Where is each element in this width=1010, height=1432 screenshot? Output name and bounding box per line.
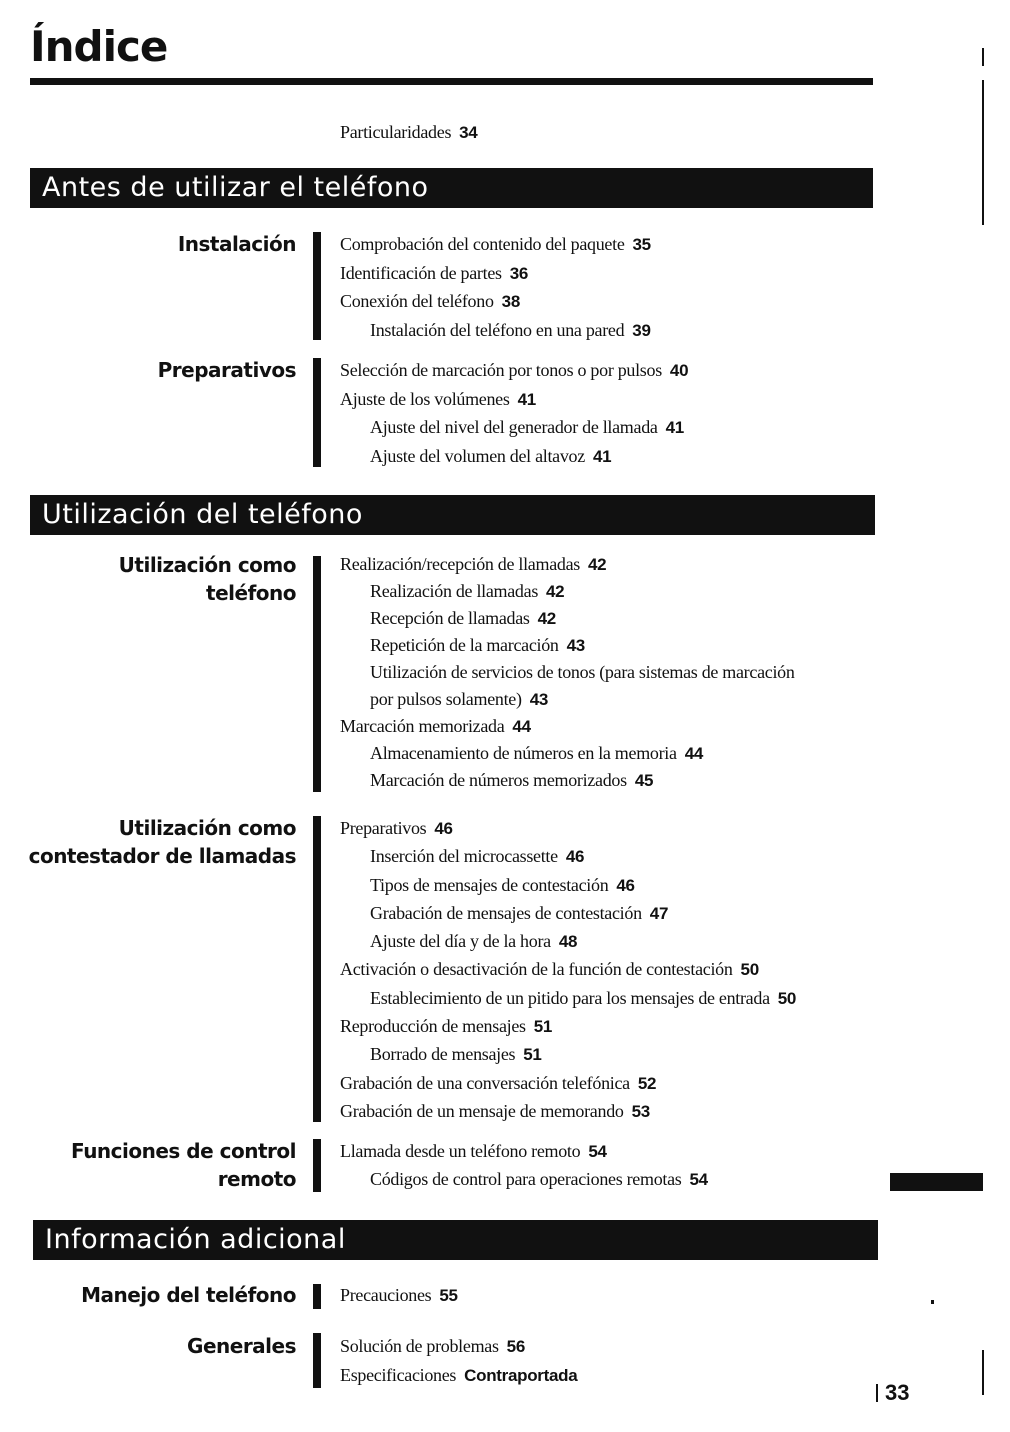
- group-label-line: Preparativos: [157, 358, 296, 382]
- entry-text: Ajuste del volumen del altavoz: [370, 445, 585, 466]
- toc-entry[interactable]: [340, 316, 651, 345]
- toc-entry[interactable]: [340, 1012, 796, 1040]
- toc-entry[interactable]: [340, 842, 796, 870]
- toc-entry[interactable]: [340, 767, 795, 794]
- entry-text: Grabación de un mensaje de memorando: [340, 1100, 624, 1121]
- entry-page: 54: [588, 1142, 607, 1161]
- toc-entry[interactable]: [340, 1069, 796, 1097]
- entry-page: 48: [558, 932, 578, 952]
- entry-text: Grabación de una conversación telefónica: [340, 1072, 630, 1093]
- entry-page: 43: [566, 636, 585, 655]
- entry-page: 53: [631, 1101, 650, 1121]
- group-bar: [313, 1284, 321, 1309]
- entry-page: 42: [546, 582, 565, 601]
- toc-entry[interactable]: [340, 659, 795, 686]
- entry-text: Comprobación del contenido del paquete: [340, 234, 625, 254]
- entry-page: 44: [512, 717, 531, 736]
- group-label-line: Funciones de control: [71, 1139, 296, 1163]
- entry-text: por pulsos solamente): [370, 689, 522, 709]
- speck: [931, 1300, 934, 1304]
- entry-page: 36: [509, 263, 529, 283]
- toc-entry[interactable]: [340, 1281, 458, 1309]
- toc-entry[interactable]: [340, 955, 796, 983]
- group-bar: [313, 816, 321, 1122]
- entry-page: 51: [523, 1045, 542, 1065]
- entry-page: 55: [439, 1286, 458, 1305]
- group-label: [29, 814, 296, 870]
- title-rule: [30, 78, 873, 85]
- entry-page: 52: [637, 1073, 657, 1093]
- toc-entry[interactable]: [340, 413, 688, 442]
- entry-text: Grabación de mensajes de contestación: [370, 902, 642, 923]
- entry-text: Repetición de la marcación: [370, 635, 559, 655]
- section-header: Utilización del teléfono: [30, 495, 875, 535]
- entry-text: Establecimiento de un pitido para los mensajes de entrada: [370, 987, 770, 1008]
- entry-text: Utilización de servicios de tonos (para sistemas de marcación: [370, 662, 795, 682]
- section-header: Información adicional: [33, 1220, 878, 1260]
- entry-text: Selección de marcación por tonos o por pulsos: [340, 360, 662, 380]
- entry-text: Especificaciones: [340, 1365, 457, 1385]
- page-title: Índice: [30, 22, 168, 71]
- section-tab-marker: [890, 1173, 983, 1191]
- toc-entry[interactable]: [340, 356, 688, 385]
- entry-page: 41: [665, 418, 684, 437]
- toc-entry[interactable]: [340, 632, 795, 659]
- entry-page: 56: [506, 1337, 525, 1356]
- entry-text: Particularidades: [340, 122, 452, 142]
- entry-text: Marcación de números memorizados: [370, 770, 627, 790]
- group-entries: [340, 230, 651, 344]
- entry-text: Ajuste de los volúmenes: [340, 388, 510, 409]
- group-bar: [313, 358, 321, 467]
- entry-text: Instalación del teléfono en una pared: [370, 319, 625, 340]
- entry-page: 39: [632, 320, 651, 340]
- toc-entry[interactable]: [340, 287, 651, 316]
- toc-entry[interactable]: [340, 814, 796, 842]
- margin-mark: [982, 48, 984, 66]
- group-entries: [340, 1281, 458, 1309]
- entry-text: Identificación de partes: [340, 262, 502, 283]
- toc-entry[interactable]: [340, 740, 795, 767]
- group-bar: [313, 1333, 321, 1388]
- entry-text: Preparativos: [340, 818, 427, 838]
- entry-text: Códigos de control para operaciones remotas: [370, 1169, 682, 1189]
- toc-entry[interactable]: [340, 1361, 577, 1390]
- toc-entry[interactable]: [340, 1097, 796, 1125]
- group-bar: [313, 232, 321, 340]
- toc-entry[interactable]: [340, 551, 795, 578]
- margin-mark: [982, 1350, 984, 1395]
- entry-text: Llamada desde un teléfono remoto: [340, 1141, 581, 1161]
- group-label: [187, 1332, 296, 1360]
- group-entries: [340, 356, 688, 470]
- toc-entry[interactable]: [340, 259, 651, 288]
- entry-page: 41: [592, 446, 612, 466]
- toc-entry[interactable]: [340, 578, 795, 605]
- entry-text: Realización de llamadas: [370, 581, 539, 601]
- entry-page: 42: [587, 555, 607, 574]
- page-number-bar: [876, 1384, 878, 1402]
- entry-page: 46: [616, 875, 635, 895]
- entry-page: 46: [434, 819, 453, 838]
- entry-page: 50: [777, 988, 797, 1008]
- group-label: [119, 551, 296, 607]
- entry-text: Conexión del teléfono: [340, 291, 494, 311]
- group-entries: [340, 1332, 577, 1390]
- entry-page: Contraportada: [464, 1366, 578, 1385]
- toc-entry[interactable]: [340, 1332, 577, 1361]
- entry-text: Activación o desactivación de la función de contestación: [340, 959, 733, 980]
- group-label-line: Generales: [187, 1334, 296, 1358]
- group-label: [178, 230, 296, 258]
- entry-text: Reproducción de mensajes: [340, 1016, 526, 1037]
- group-label-line: teléfono: [206, 581, 296, 605]
- group-label-line: Utilización como: [118, 553, 296, 577]
- entry-text: Ajuste del día y de la hora: [370, 931, 551, 952]
- entry-page: 41: [517, 389, 536, 409]
- entry-page: 38: [501, 292, 520, 311]
- entry-text: Marcación memorizada: [340, 716, 505, 736]
- group-label-line: Utilización como: [118, 816, 296, 840]
- toc-entry[interactable]: [340, 1137, 708, 1165]
- toc-entry[interactable]: [340, 927, 796, 955]
- group-entries: [340, 814, 796, 1125]
- toc-entry[interactable]: [340, 1165, 708, 1193]
- entry-text: Solución de problemas: [340, 1336, 499, 1356]
- entry-page: 47: [649, 903, 669, 923]
- group-bar: [313, 556, 321, 792]
- page-number: 33: [885, 1380, 910, 1405]
- toc-entry[interactable]: [340, 686, 795, 713]
- entry-page: 40: [669, 361, 689, 380]
- toc-entry[interactable]: [340, 605, 795, 632]
- group-label: [71, 1137, 296, 1193]
- toc-entry[interactable]: [340, 984, 796, 1012]
- entry-page: 44: [684, 744, 703, 763]
- entry-page: 51: [533, 1017, 553, 1037]
- toc-entry[interactable]: [340, 442, 688, 471]
- entry-page: 42: [537, 609, 556, 628]
- entry-page: 50: [740, 960, 759, 980]
- entry-page: 54: [689, 1170, 708, 1189]
- entry-page: 43: [529, 690, 548, 709]
- entry-page: 35: [632, 235, 651, 254]
- entry-text: Borrado de mensajes: [370, 1044, 516, 1065]
- entry-text: Almacenamiento de números en la memoria: [370, 743, 677, 763]
- group-label: [81, 1281, 296, 1309]
- toc-entry[interactable]: [340, 385, 688, 414]
- group-label-line: remoto: [217, 1167, 296, 1191]
- margin-mark: [982, 80, 984, 225]
- entry-text: Tipos de mensajes de contestación: [370, 874, 609, 895]
- entry-text: Precauciones: [340, 1285, 432, 1305]
- toc-entry[interactable]: [340, 871, 796, 899]
- entry-page: 46: [565, 847, 585, 867]
- group-label-line: Instalación: [177, 232, 296, 256]
- entry-text: Ajuste del nivel del generador de llamada: [370, 417, 658, 437]
- group-entries: [340, 551, 795, 794]
- entry-page: 34: [459, 123, 478, 142]
- toc-entry-intro[interactable]: [340, 122, 477, 143]
- group-label-line: Manejo del teléfono: [81, 1283, 296, 1307]
- toc-entry[interactable]: [340, 899, 796, 927]
- group-entries: [340, 1137, 708, 1193]
- entry-text: Recepción de llamadas: [370, 608, 530, 628]
- group-bar: [313, 1139, 321, 1192]
- toc-entry[interactable]: [340, 1040, 796, 1068]
- toc-entry[interactable]: [340, 713, 795, 740]
- group-label: [158, 356, 296, 384]
- section-header: Antes de utilizar el teléfono: [30, 168, 873, 208]
- group-label-line: contestador de llamadas: [28, 844, 296, 868]
- entry-page: 45: [634, 771, 654, 790]
- toc-entry[interactable]: [340, 230, 651, 259]
- entry-text: Inserción del microcassette: [370, 846, 558, 867]
- entry-text: Realización/recepción de llamadas: [340, 554, 580, 574]
